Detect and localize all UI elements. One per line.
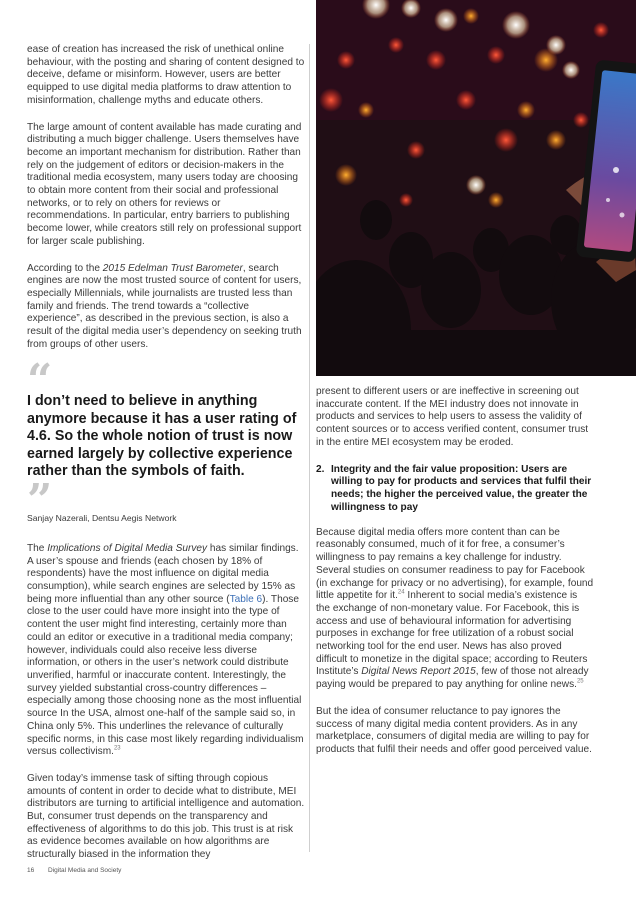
- concert-crowd-photo: [316, 0, 636, 376]
- item-heading-text: Integrity and the fair value proposition: Users are willing to pay for products and services that fulfil their needs; the higher the perceived value, the greater the willingness to pay: [331, 463, 592, 513]
- page-number: 16: [27, 867, 35, 874]
- paragraph-curating-content: The large amount of content available has made curating and distributing a much bigger challenge. Users themselves have become an important mechanism for distribution. Rather than rely on the judgement of editors or decision-makers in the traditional media ecosystem, many users today are choosing to obtain more content from their social and professional networks, or to rely on others for reviews or recommendations. In particular, entry barriers to publishing become lower, while creators still rely on professional support for larger scale publishing.: [27, 121, 302, 247]
- right-column: [316, 386, 594, 771]
- report-title: Digital News Report 2015: [361, 666, 476, 678]
- pull-quote: I don’t need to believe in anything anymore because it has a user rating of 4.6. So the whole notion of trust is now earned largely by collective experience rather than the symbols of faith.: [27, 393, 297, 480]
- footnote-ref-23[interactable]: 23: [113, 745, 121, 752]
- edelman-title: 2015 Edelman Trust Barometer: [102, 262, 243, 274]
- text-segment: Inherent to social media’s existence is the exchange of non-monetary value. For Facebook, this is access and use of behavioural information for advertising purposes in exchange for free utilization of a robust social networking tool for the end user. News has also proved difficult to monetize in the digital space; according to Reuters Institute’s: [316, 590, 588, 678]
- text-segment: has similar findings. A user’s spouse and friends (each chosen by 18% of respondents) have the most influence on digital media consumption), while search engines are selected by 15% as being more influential than any other source (: [27, 542, 299, 605]
- paragraph-algorithms: Given today’s immense task of sifting through copious amounts of content in order to decide what to distribute, MEI distributors are turning to artificial intelligence and automation. But, consumer trust depends on the transparency and effectiveness of algorithms to do this job. This trust is at risk as evidence becomes available on how algorithms are structurally biased in the information they: [27, 772, 305, 861]
- text-segment: The: [27, 542, 48, 554]
- paragraph-screening-content: present to different users or are ineffective in screening out inaccurate content. If the MEI industry does not innovate in products and services to help users to assess the validity of content sources or to access verified content, consumer trust in the entire MEI ecosystem may be eroded.: [316, 386, 589, 448]
- item-number: 2.: [316, 463, 325, 475]
- text-segment: , few of those not already paying would be prepared to pay anything for online news.: [316, 666, 589, 691]
- left-column: [27, 44, 306, 876]
- close-quote-icon: ”: [27, 474, 53, 526]
- footer-title: Digital Media and Society: [48, 867, 122, 874]
- paragraph-willingness-to-pay: [316, 527, 594, 692]
- text-segment: ). Those close to the user could have more insight into the type of content the user might find interesting, certainly more than could an editor or executive in a traditional media company; however, individuals could also receive less diverse information, or others in the user’s network could distribute unverified, harmful or inaccurate content. Interestingly, the survey yielded substantial cross-country differences – especially among those choosing none as the most influential source In the USA, almost one-half of the sample said so, in China only 5%. This underlines the relevance of culturally specific norms, in this case most likely regarding individualism versus collectivism.: [27, 593, 304, 758]
- quote-attribution: Sanjay Nazerali, Dentsu Aegis Network: [27, 512, 177, 523]
- column-divider: [309, 44, 310, 852]
- open-quote-icon: “: [27, 355, 53, 407]
- numbered-heading-2: [316, 464, 594, 515]
- paragraph-ease-of-creation: ease of creation has increased the risk of unethical online behaviour, with the posting and sharing of content designed to deceive, defame or misinform. However, users are better equipped to use digital media platforms to draw attention to misinformation, challenge myths and educate others.: [27, 44, 305, 106]
- page-footer: [27, 867, 121, 874]
- footnote-ref-24[interactable]: 24: [397, 589, 405, 596]
- paragraph-survey-findings: [27, 543, 306, 759]
- text-segment: According to the: [27, 262, 103, 274]
- paragraph-edelman: [27, 263, 306, 352]
- survey-title: Implications of Digital Media Survey: [47, 542, 208, 554]
- text-segment: Because digital media offers more content than can be reasonably consumed, much of it for free, a consumer’s willingness to pay remains a key challenge for industry. Several studies on consumer readiness to pay for Facebook (in exchange for privacy or no advertising), for example, found little appetite for it.: [316, 526, 594, 602]
- paragraph-consumer-reluctance: But the idea of consumer reluctance to pay ignores the success of many digital media content providers. As in any marketplace, consumers of digital media are willing to pay for products that fulfil their needs and offer good perceived value.: [316, 705, 592, 755]
- table-6-link[interactable]: Table 6: [229, 593, 263, 605]
- text-segment: , search engines are now the most trusted source of content for users, especially Millennials, while journalists are trusted less than family and friends. The trend towards a “collective experience”, as described in the previous section, is also a result of the digital media user’s dependency on seeking truth from groups of other users.: [27, 262, 302, 350]
- footnote-ref-25[interactable]: 25: [576, 678, 584, 685]
